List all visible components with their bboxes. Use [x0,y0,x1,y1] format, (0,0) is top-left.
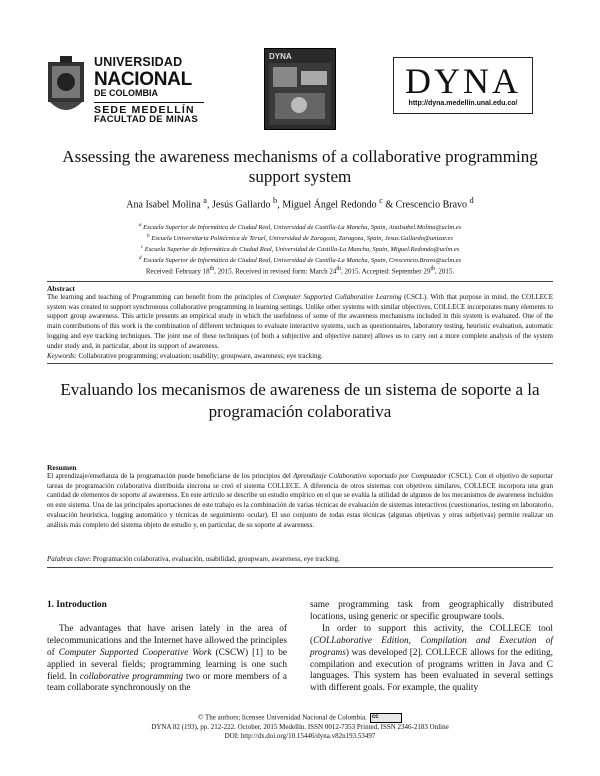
copyright-text: © The authors; licensee Universidad Nacional de Colombia. [198,713,367,722]
abstract-text: (CSCL). With that purpose in mind, the COLLECE system was created to support synchronous collaborative programming in learning settings. Unlike other systems with similar objectives, COLLECE incorporates many elements to support group awareness. This article presents an empirical study in which the usefulness of some of the awareness mechanisms included in this system is evaluated. One of the main contributions of this work is the combination of different techniques to evaluate interactive systems, such as questionnaires, laboratory testing, heuristic evaluation, automatic logging and eye tracking techniques. The joint use of these techniques (of both a subjective and objective nature) allows us to carry out a more complete analysis of the system under study and, in particular, about its support of awareness. [47,293,553,350]
abstract-body [47,293,553,351]
cc-badge-text: cc [371,714,379,720]
author-sup: b [273,196,278,205]
author-sup: d [469,196,474,205]
affiliation-sup: a [138,222,142,228]
date-sup: th [336,266,341,272]
paragraph [310,624,553,695]
section-heading: 1. Introduction [47,600,107,610]
journal-cover-image [264,48,336,130]
date-end: , 2015. [434,267,455,276]
paragraph-italic: collaborative programming [79,671,184,682]
author-name: Ana Isabel Molina [126,199,201,211]
affiliation-sup: d [138,255,142,262]
body-column-left [47,600,287,695]
affiliation-line [60,243,540,254]
keywords-es [47,555,553,563]
paper-title-es: Evaluando los mecanismos de awareness de un sistema de soporte a la programación colaborativa [60,380,540,421]
unal-line-facultad: FACULTAD DE MINAS [94,114,198,125]
paragraph-text: In order to support this activity, the COLLECE tool ( [310,623,553,646]
affiliation-line [60,254,540,265]
divider [47,281,553,282]
author-sup: c [379,196,383,205]
author-separator: , [277,199,283,211]
abstract-en [47,284,553,351]
resumen-heading: Resumen [47,463,77,472]
author-separator: & [382,199,396,211]
date-sup: th [209,266,215,272]
author-list [60,196,540,210]
author-sup: a [203,196,207,205]
affiliations [60,221,540,266]
footer-line [80,713,520,723]
affiliation-text: Escuela Superior de Informática de Ciudad Real, Universidad de Castilla-La Mancha, Spain, Crescencio.Bravo@uclm.es [143,257,462,265]
abstract-es [47,463,553,530]
paragraph-italic: Computer Supported Cooperative Work [58,647,212,658]
paragraph-italic: COLLaborative Edition, Compilation and Execution of programs [310,635,553,658]
divider [47,567,553,568]
date-received: Received: February 18 [145,267,210,276]
footer-line: DYNA 82 (193), pp. 212-222. October, 2015 Medellín. ISSN 0012-7353 Printed, ISSN 2346-2183 Online [151,723,449,732]
divider [47,363,553,364]
footer [80,713,520,742]
keywords-text: : Collaborative programming; evaluation; usability; groupware, awareness; eye tracking. [74,352,323,360]
abstract-heading: Abstract [47,284,75,293]
paragraph-text: The advantages that have arisen lately in the area of telecommunications and the Internet have allowed the principles of [47,623,287,658]
keywords-text: : Programación colaborativa, evaluación, usabilidad, groupware, awareness, eye tracking. [89,555,340,563]
unal-line-universidad: UNIVERSIDAD [94,55,183,69]
journal-logo [393,57,533,114]
paragraph-text: two or more members of a team collaborate synchronously on the [47,671,287,694]
affiliation-text: Escuela Superior de Informática de Ciudad Real, Universidad de Castilla-La Mancha, Spain, AnaIsabel.Molina@uclm.es [143,224,462,232]
affiliation-sup: c [140,244,144,251]
coat-of-arms-icon [46,56,86,120]
paper-title-en: Assessing the awareness mechanisms of a collaborative programming support system [62,147,538,186]
author-name: Miguel Ángel Redondo [282,199,377,211]
paragraph-text: ) was developed [2]. COLLECE allows for the editing, compilation and execution of programs written in Java and C languages. This system has been evaluated in several settings with different goals. For example, the quality [310,647,553,694]
unal-line-colombia: DE COLOMBIA [94,87,158,98]
paragraph-text: (CSCW) [1] to be applied in several fields; programming learning is one such field. In [47,647,288,682]
date-accepted: , 2015. Accepted: September 29 [340,267,431,276]
submission-dates [40,266,560,275]
resumen-body [47,472,553,530]
author-separator: , [206,199,212,211]
author-name: Crescencio Bravo [395,199,468,211]
keywords-label: Palabras clave [47,555,90,563]
doi-link[interactable]: DOI: http://dx.doi.org/10.15446/dyna.v82n193.53497 [224,732,376,741]
resumen-text: El aprendizaje/enseñanza de la programación puede beneficiarse de los principios del [47,472,294,480]
body-column-right [310,600,553,695]
keywords-en [47,352,553,360]
resumen-italic: Aprendizaje Colaborativo soportado por Computador [293,472,447,480]
abstract-italic: Computer Supported Collaborative Learning [273,293,402,301]
keywords-label: Keywords [47,352,75,360]
paragraph: same programming task from geographically distributed locations, using generic or specific groupware tools. [310,600,553,622]
date-sup: th [430,266,435,272]
unal-line-nacional: NACIONAL [94,68,192,90]
abstract-text: The learning and teaching of Programming can benefit from the principles of [47,293,273,301]
affiliation-sup: b [147,233,150,240]
paragraph [47,624,287,695]
creative-commons-badge-icon [370,713,402,723]
resumen-text: (CSCL). Con el objetivo de soportar tareas de programación colaborativa distribuida síncrona se creó el sistema COLLECE. A diferencia de otros sistemas con objetivos similares, COLLECE incorpora una gran cantidad de elementos de soporte al awareness. En este artículo se describe un estudio empírico en el que se evalúa la utilidad de algunos de los mecanismos de awareness incluidos en este sistema. Una de las principales aportaciones de este trabajo es la combinación de varias técnicas de evaluación de sistemas interactivos (cuestionarios, testing en laboratorio, evaluación heurística, logging automático y técnicas de seguimiento ocular). El uso conjunto de todas estas técnicas (algunas objetivas y otras subjetivas) permite realizar un análisis más completo del sistema objeto de estudio y, en particular, de su soporte al awareness. [47,472,553,529]
date-revised: , 2015. Received in revised form: March 24 [214,267,337,276]
journal-url[interactable]: http://dyna.medellin.unal.edu.co/ [408,100,518,107]
cover-title: DYNA [269,52,292,61]
cover-art-icon [269,63,331,125]
author-name: Jesús Gallardo [211,199,271,211]
journal-name: DYNA [405,61,521,101]
affiliation-text: Escuela Universitaria Politécnica de Teruel, Universidad de Zaragoza, Zaragoza, Spain, Jesus.Gallardo@unizar.es [151,235,453,243]
unal-line-sede: SEDE MEDELLÍN [94,102,204,116]
affiliation-text: Escuela Superior de Informática de Ciudad Real, Universidad de Castilla-La Mancha, Spain, Miguel.Redondo@uclm.es [144,246,460,254]
affiliation-line [60,232,540,243]
affiliation-line [60,221,540,232]
